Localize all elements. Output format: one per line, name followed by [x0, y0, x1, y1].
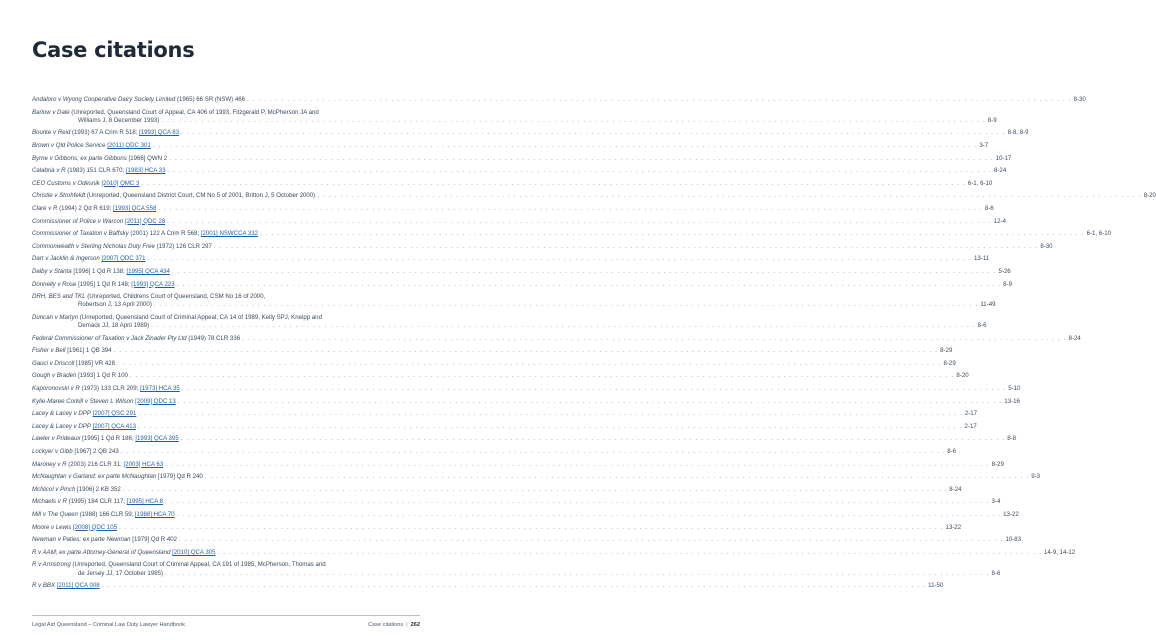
page-reference: 12-4	[993, 217, 1006, 225]
citation-line	[32, 255, 990, 263]
citation-text	[32, 129, 179, 137]
citation-link[interactable]: [2011] QDC 28	[125, 217, 166, 225]
case-name: Dart v Jacklin & Ingerson	[32, 255, 100, 263]
case-name: Lockyer v Gibb	[32, 448, 73, 456]
dot-leader	[138, 423, 963, 431]
case-name: Calabria v R	[32, 167, 66, 175]
page-reference: 10-17	[995, 154, 1012, 162]
citation-entry	[32, 473, 1041, 481]
dot-leader	[141, 180, 966, 188]
citation-text	[32, 268, 170, 276]
citation-line	[32, 141, 989, 150]
case-name: Lawler v Prideaux	[32, 435, 81, 443]
citation-reference: (1949) 78 CLR 336	[188, 334, 241, 342]
page-reference: 8-6	[991, 569, 1001, 577]
citation-entry	[32, 410, 978, 418]
citation-link[interactable]: [1983] HCA 33	[125, 167, 166, 175]
citation-line	[32, 167, 1007, 175]
citation-reference: (1993) 67 A Crim R 518;	[71, 129, 138, 137]
citation-line	[32, 322, 987, 330]
case-name: Newman v Paties; ex parte Newman	[32, 536, 131, 544]
dot-leader	[182, 385, 1007, 393]
citation-reference: (Unreported, Queensland Court of Criminal Appeal, CA 14 of 1989, Kelly SPJ, Kneipp and	[79, 313, 322, 321]
citation-text	[32, 230, 258, 238]
citation-reference: (1972) 126 CLR 297	[156, 242, 212, 250]
page-reference: 8-30	[1073, 96, 1086, 103]
page-reference: 5-10	[1008, 385, 1021, 393]
citation-text	[32, 96, 245, 104]
citation-reference: (1965) 66 SR (NSW) 466	[176, 96, 246, 103]
citation-entry	[32, 582, 944, 590]
dot-leader	[177, 511, 1002, 519]
citation-text	[32, 281, 175, 289]
citation-link[interactable]: [1995] HCA 8	[126, 498, 164, 506]
citation-line	[32, 280, 1012, 289]
page-reference: 8-29	[940, 347, 953, 355]
citation-line	[32, 217, 1006, 226]
dot-leader	[158, 205, 983, 213]
case-name: Donnelly v Rose	[32, 280, 77, 288]
citation-text	[78, 117, 159, 125]
citation-text	[32, 448, 119, 456]
citation-text	[32, 109, 319, 117]
citation-line	[32, 242, 1053, 251]
page-reference: 8-29	[943, 359, 956, 367]
page-reference: 8-20	[956, 372, 969, 380]
case-name: Duncan v Martyn	[32, 313, 79, 321]
citation-text	[78, 301, 152, 309]
citation-reference: [1979] Qd R 402	[132, 536, 177, 544]
citation-entry	[32, 280, 1012, 289]
citation-text	[32, 167, 166, 175]
citation-entry	[32, 448, 957, 456]
dot-leader	[242, 335, 1067, 343]
citation-entry	[32, 498, 1001, 506]
case-name: CEO Customs v Odesnik	[32, 179, 100, 187]
page-reference: 8-30	[1040, 242, 1053, 250]
citation-text	[32, 314, 322, 322]
dot-leader	[138, 410, 963, 418]
citation-entry	[32, 347, 953, 355]
dot-leader	[218, 549, 1043, 557]
citation-line	[32, 448, 957, 456]
citation-entry	[32, 141, 989, 150]
citation-text	[32, 524, 117, 532]
citation-line	[32, 435, 1017, 443]
citation-entry	[32, 204, 994, 213]
citation-text	[32, 582, 100, 590]
citation-link[interactable]: [2011] QDC 301	[107, 141, 151, 149]
citation-line	[32, 204, 994, 213]
citation-text	[32, 347, 112, 355]
citation-link[interactable]: [1993] QCA 558	[112, 204, 157, 212]
citation-reference: [1995] 1 Qd R 186;	[82, 435, 134, 443]
dot-leader	[119, 524, 944, 532]
dot-leader	[123, 486, 948, 494]
page-reference: 8-24	[1068, 334, 1081, 342]
citation-text	[32, 142, 151, 150]
dot-leader	[172, 268, 997, 276]
citation-line	[32, 179, 993, 188]
citation-reference: [1961] 1 QB 394	[67, 347, 112, 355]
citation-line	[32, 347, 953, 355]
citation-line	[32, 129, 1029, 137]
citation-text	[32, 335, 240, 343]
citation-text	[32, 360, 115, 368]
citation-entry	[32, 536, 1022, 544]
citation-reference: (1973) 133 CLR 209;	[81, 385, 139, 393]
citation-reference: Demack JJ, 18 April 1989)	[78, 322, 150, 330]
page-reference: 10-83	[1005, 536, 1022, 544]
dot-leader	[247, 96, 1072, 104]
citation-entry	[32, 397, 1020, 406]
page-reference: 8-24	[949, 485, 962, 493]
citation-entry	[32, 511, 1019, 519]
dot-leader	[154, 301, 979, 309]
citation-reference: [1966] QWN 2	[128, 154, 168, 162]
citation-link[interactable]: [2009] QDC 13	[135, 397, 176, 405]
citation-entry	[32, 167, 1007, 175]
citation-entry	[32, 217, 1006, 226]
citation-reference: Robertson J, 13 April 2000)	[78, 301, 152, 309]
citation-entry	[32, 313, 987, 330]
citation-line	[32, 582, 944, 590]
citation-entry	[32, 293, 996, 309]
page-reference: 5-26	[998, 267, 1011, 275]
citation-line	[32, 293, 420, 301]
case-name: Mill v The Queen	[32, 511, 79, 519]
citation-line	[32, 96, 1086, 104]
page-reference: 11-49	[980, 301, 996, 309]
case-name: R v AAM; ex parte Attorney-General of Queensland	[32, 548, 171, 556]
citation-line	[32, 410, 978, 418]
citation-reference: [1967] 2 QB 243	[74, 448, 119, 456]
case-name: Christie v Strohfeldt	[32, 192, 86, 200]
dot-leader	[260, 230, 1085, 238]
citation-text	[32, 385, 180, 393]
citation-line	[32, 230, 1111, 238]
case-name: Federal Commissioner of Taxation v Jack Zinader Pty Ltd	[32, 334, 187, 342]
citation-entry	[32, 192, 1156, 200]
case-name: McNaughtan v Garland; ex parte McNaughtan	[32, 473, 157, 481]
citation-entry	[32, 359, 956, 368]
footer-right	[368, 622, 420, 628]
citation-reference: (2003) 216 CLR 31;	[68, 460, 122, 468]
citation-text	[32, 486, 121, 494]
citation-text	[32, 410, 136, 418]
dot-leader	[114, 347, 939, 355]
dot-leader	[102, 582, 927, 590]
citation-reference: (Unreported, Queensland Court of Appeal, CA 406 of 1993, Fitzgerald P, McPherson JA and	[71, 108, 319, 116]
citation-link[interactable]: [2003] HCA 63	[123, 460, 164, 468]
citation-text	[78, 322, 149, 330]
citation-reference: (Unreported, Queensland District Court, CM No 5 of 2001, Britton J, 5 October 2000)	[86, 192, 316, 200]
citation-reference: [1985] VR 428	[76, 359, 115, 367]
dot-leader	[169, 155, 994, 163]
citation-link[interactable]: [1995] QCA 434	[126, 267, 170, 275]
page-reference: 8-6	[947, 448, 957, 456]
case-name: Brown v Qld Police Service	[32, 141, 106, 149]
citation-text	[32, 536, 177, 544]
case-name: Barlow v Dale	[32, 108, 70, 116]
citation-entry	[32, 435, 1017, 443]
case-name: R v Armstrong	[32, 561, 71, 569]
page-reference: 8-6	[984, 204, 994, 212]
citation-link[interactable]: [2007] QCA 413	[92, 422, 137, 430]
page-reference: 8-29	[991, 460, 1004, 468]
citation-entry	[32, 242, 1053, 251]
citation-list	[32, 96, 1156, 595]
footer-publication: Legal Aid Queensland – Criminal Law Duty Lawyer Handbook	[32, 622, 185, 628]
page-reference: 6-1, 6-10	[967, 179, 993, 187]
citation-link[interactable]: [2010] QCA 305	[172, 548, 216, 556]
citation-link[interactable]: [2010] QMC 3	[101, 179, 140, 187]
citation-text	[32, 155, 167, 163]
dot-leader	[165, 498, 990, 506]
citation-reference: (Unreported, Childrens Court of Queensland, CSM No 16 of 2000,	[87, 293, 266, 301]
citation-link[interactable]: [2011] QCA 008	[56, 582, 100, 590]
citation-reference: (1994) 2 Qd R 619;	[59, 204, 112, 212]
citation-text	[32, 192, 315, 200]
page-reference: 2-17	[964, 410, 978, 418]
case-name: Andaloro v Wyong Cooperative Dairy Society Limited	[32, 96, 176, 103]
page-reference: 8-8, 8-9	[1007, 129, 1029, 137]
case-name: Lacey & Lacey v DPP	[32, 410, 91, 418]
citation-line	[32, 523, 962, 532]
case-name: Gough v Braden	[32, 372, 77, 380]
citation-entry	[32, 548, 1076, 557]
citation-line	[32, 473, 1041, 481]
dot-leader	[151, 322, 976, 330]
citation-entry	[32, 230, 1111, 238]
citation-entry	[32, 485, 962, 494]
page-reference: 13-22	[1003, 511, 1019, 519]
citation-text	[32, 255, 146, 263]
citation-line	[32, 561, 420, 569]
page-reference: 13-16	[1004, 397, 1020, 405]
page-reference: 2-17	[964, 422, 977, 430]
citation-link[interactable]: [1993] QCA 83	[139, 129, 180, 137]
citation-text	[32, 561, 326, 569]
citation-entry	[32, 129, 1029, 137]
citation-line	[32, 267, 1011, 276]
citation-text	[32, 473, 203, 481]
citation-reference: [1906] 2 KB 352	[77, 485, 121, 493]
dot-leader	[153, 142, 978, 150]
citation-text	[32, 435, 179, 443]
citation-line	[32, 569, 1001, 578]
case-name: Bourke v Reid	[32, 129, 71, 137]
dot-leader	[130, 372, 955, 380]
case-name: Commissioner of Police v Warcon	[32, 217, 124, 225]
citation-reference: Williams J, 8 December 1993)	[78, 116, 160, 124]
dot-leader	[179, 536, 1004, 544]
case-name: DRH, BES and TKL	[32, 293, 86, 301]
case-name: Dalby v Stanta	[32, 267, 72, 275]
citation-text	[32, 511, 175, 519]
page-reference: 13-11	[974, 255, 990, 263]
citation-line	[32, 548, 1076, 557]
dot-leader	[165, 570, 990, 578]
citation-entry	[32, 460, 1004, 469]
citation-reference: [1993] 1 Qd R 100	[78, 372, 128, 380]
citation-link[interactable]: [1973] HCA 35	[140, 385, 180, 393]
citation-entry	[32, 385, 1021, 393]
citation-reference: [1995] 1 Qd R 148;	[78, 280, 130, 288]
case-name: Kylie-Maree Corkill v Steven L Wilson	[32, 397, 134, 405]
citation-text	[32, 180, 139, 188]
citation-line	[32, 397, 1020, 406]
citation-text	[32, 218, 165, 226]
page-reference: 13-22	[945, 523, 962, 531]
case-name: Maroney v R	[32, 460, 67, 468]
citation-text	[32, 498, 163, 506]
citation-link[interactable]: [2007] QDC 371	[101, 255, 146, 263]
citation-entry	[32, 334, 1081, 343]
case-name: Commissioner of Taxation v Baffsky	[32, 230, 129, 238]
citation-reference: (2001) 122 A Crim R 568;	[130, 230, 200, 238]
citation-text	[32, 243, 212, 251]
dot-leader	[181, 435, 1006, 443]
page-reference: 3-7	[979, 141, 989, 149]
dot-leader	[117, 360, 942, 368]
case-name: McNicol v Pinch	[32, 485, 76, 493]
citation-text	[32, 549, 216, 557]
citation-line	[32, 536, 1022, 544]
case-name: Gauci v Driscoll	[32, 359, 75, 367]
dot-leader	[165, 461, 990, 469]
dot-leader	[205, 473, 1030, 481]
dot-leader	[168, 167, 993, 175]
citation-line	[32, 359, 956, 368]
dot-leader	[317, 192, 1142, 200]
dot-leader	[167, 218, 992, 226]
page-footer	[32, 615, 420, 628]
page-reference: 6-1, 6-10	[1086, 230, 1111, 238]
citation-text	[78, 570, 163, 578]
citation-reference: [1996] 1 Qd R 138;	[73, 267, 125, 275]
citation-entry	[32, 154, 1012, 163]
page-reference: 11-50	[928, 582, 944, 590]
page-reference: 8-8	[1007, 435, 1017, 443]
page-reference: 8-24	[994, 167, 1007, 175]
citation-entry	[32, 179, 993, 188]
citation-reference: (1983) 151 CLR 670;	[67, 167, 125, 175]
citation-reference: (1988) 166 CLR 59;	[79, 511, 134, 519]
citation-link[interactable]: [2001] NSWCCA 332	[200, 230, 259, 238]
dot-leader	[161, 117, 986, 125]
citation-text	[32, 205, 156, 213]
citation-entry	[32, 267, 1011, 276]
citation-link[interactable]: [1993] QCA 395	[135, 435, 179, 443]
citation-line	[32, 460, 1004, 469]
citation-line	[32, 511, 1019, 519]
citation-entry	[32, 255, 990, 263]
page-reference: 14-9, 14-12	[1044, 548, 1076, 556]
citation-line	[32, 109, 420, 117]
citation-reference: [1979] Qd R 240	[158, 473, 203, 481]
dot-leader	[181, 129, 1006, 137]
page-reference: 8-6	[977, 322, 987, 330]
case-name: Lacey & Lacey v DPP	[32, 422, 91, 430]
citation-line	[32, 116, 997, 125]
citation-reference: de Jersey JJ, 17 October 1985)	[78, 569, 164, 577]
case-name: R v BBX	[32, 582, 56, 590]
citation-text	[32, 423, 136, 431]
footer-section: Case citations	[368, 622, 404, 628]
footer-separator: |	[406, 622, 408, 628]
citation-line	[32, 498, 1001, 506]
case-name: Kaporonovski v R	[32, 385, 80, 393]
citation-entry	[32, 561, 1001, 577]
case-name: Michaels v R	[32, 498, 67, 506]
citation-line	[32, 422, 977, 431]
citation-entry	[32, 422, 977, 431]
dot-leader	[121, 448, 946, 456]
dot-leader	[214, 243, 1039, 251]
citation-line	[32, 334, 1081, 343]
case-name: Byrne v Gibbons; ex parte Gibbons	[32, 154, 127, 162]
case-name: Clare v R	[32, 204, 58, 212]
citation-line	[32, 385, 1021, 393]
page-reference: 3-4	[991, 498, 1001, 506]
dot-leader	[148, 255, 973, 263]
page-reference: 8-9	[987, 116, 997, 124]
citation-entry	[32, 372, 969, 380]
page-title: Case citations	[32, 38, 195, 62]
page-reference: 8-9	[1003, 280, 1012, 288]
citation-entry	[32, 96, 1086, 104]
citation-line	[32, 314, 420, 322]
citation-line	[32, 154, 1012, 163]
citation-text	[32, 461, 163, 469]
citation-link[interactable]: [2008] QDC 105	[73, 523, 118, 531]
citation-link[interactable]: [1988] HCA 70	[135, 511, 175, 519]
page-number: 262	[410, 622, 420, 628]
citation-line	[32, 485, 962, 494]
citation-line	[32, 301, 996, 309]
dot-leader	[177, 281, 1002, 289]
page-reference: 9-3	[1031, 473, 1041, 481]
case-name: Commonwealth v Sterling Nicholas Duty Free	[32, 242, 155, 250]
dot-leader	[178, 398, 1003, 406]
citation-link[interactable]: [2007] QSC 291	[92, 410, 137, 418]
citation-text	[32, 398, 176, 406]
page-reference: 8-20	[1143, 192, 1156, 200]
citation-line	[32, 192, 1156, 200]
citation-entry	[32, 523, 962, 532]
citation-reference: (1995) 184 CLR 117;	[68, 498, 126, 506]
case-name: Fisher v Bell	[32, 347, 66, 355]
citation-text	[32, 372, 128, 380]
citation-link[interactable]: [1993] QCA 223	[131, 280, 175, 288]
citation-text	[32, 293, 265, 301]
citation-line	[32, 372, 969, 380]
citation-entry	[32, 108, 997, 125]
citation-reference: (Unreported, Queensland Court of Criminal Appeal, CA 191 of 1985, McPherson, Thomas and	[72, 561, 326, 569]
case-name: Moore v Lewis	[32, 523, 72, 531]
